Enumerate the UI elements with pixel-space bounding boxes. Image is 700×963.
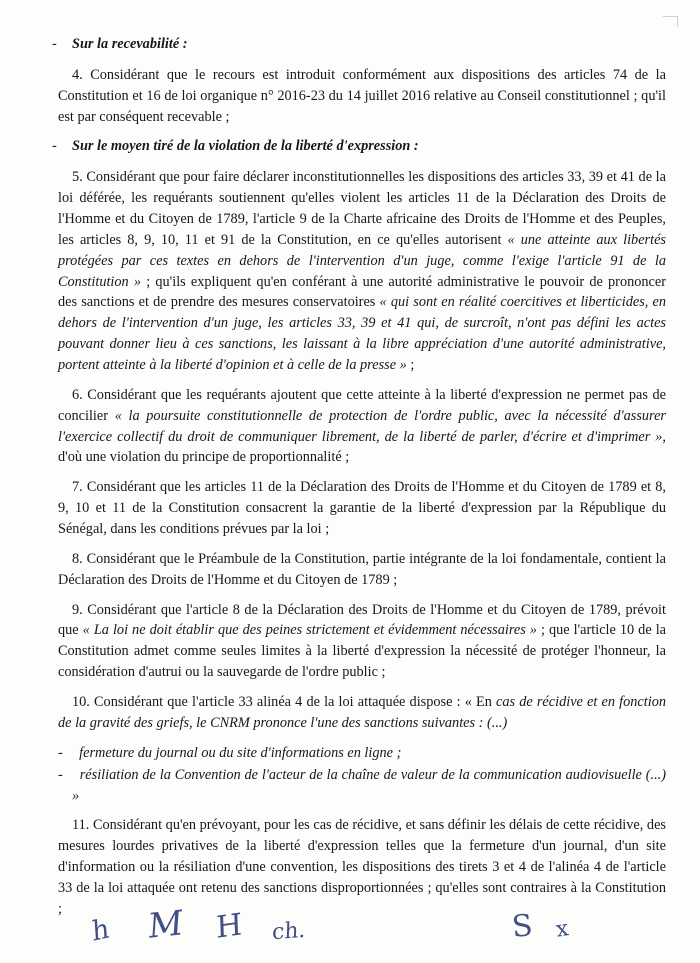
signature-area bbox=[0, 902, 700, 963]
signature-mark-6: x bbox=[554, 916, 571, 943]
tiret-item-1 bbox=[58, 743, 666, 764]
heading-text: Sur la recevabilité : bbox=[72, 36, 188, 52]
paragraph-7-run-0: 7. Considérant que les articles 11 de la Déclaration des Droits de l'Homme et du Citoyen de 1789 et 8, 9, 10 et 11 de la Constitution consacrent la garantie de la liberté d'expression par la République du Sénégal, dans les conditions prévues par la loi ; bbox=[58, 479, 666, 538]
paragraph-5-quote-1: « une atteinte aux libertés protégées par ces textes en dehors de l'intervention d'un juge, comme l'exige l'article 91 de la Constitution » bbox=[58, 231, 666, 290]
page-corner-mark bbox=[663, 16, 678, 27]
paragraph-8 bbox=[58, 549, 666, 591]
tirets-list bbox=[58, 743, 666, 807]
paragraph-5 bbox=[58, 167, 666, 376]
paragraph-6-run-2: , d'où une violation du principe de proportionnalité ; bbox=[58, 428, 666, 466]
paragraph-6-quote-1: « la poursuite constitutionnelle de protection de l'ordre public, avec la nécessité d'assurer l'exercice collectif du droit de communiquer librement, de la liberté de parler, d'écrire et d'imprimer » bbox=[58, 407, 666, 445]
paragraph-11-run-0: 11. Considérant qu'en prévoyant, pour les cas de récidive, et sans définir les délais de cette récidive, des mesures lourdes privatives de la liberté d'expression telles que la fermeture d'un journal, d'un site d'information ou la résiliation d'une convention, les dispositions des tirets 3 et 4 de l'alinéa 4 de l'article 33 de la loi attaquée ont retenu des sanctions disproportionnées ; qu'elles sont contraires à la Constitution ; bbox=[58, 817, 666, 917]
paragraph-9-quote-1: « La loi ne doit établir que des peines strictement et évidemment nécessaires » bbox=[82, 622, 537, 639]
heading-recevabilite bbox=[52, 34, 666, 55]
paragraph-11 bbox=[58, 815, 666, 919]
paragraph-10-quote-1: cas de récidive et en fonction de la gravité des griefs, le CNRM prononce l'une des sanctions suivantes : (...) bbox=[58, 694, 666, 731]
heading-dash: - bbox=[52, 36, 57, 52]
paragraph-7 bbox=[58, 477, 666, 540]
paragraph-10-run-0: 10. Considérant que l'article 33 alinéa 4 de la loi attaquée dispose : « En bbox=[72, 694, 497, 711]
signature-mark-3: H bbox=[215, 907, 243, 946]
paragraph-9-run-2: ; que l'article 10 de la Constitution admet comme seules limites à la liberté d'expression la nécessité de protéger l'honneur, la considération d'autrui ou la sauvegarde de l'ordre public ; bbox=[58, 622, 667, 681]
document-body bbox=[52, 28, 667, 929]
paragraph-4-run-0: 4. Considérant que le recours est introduit conformément aux dispositions des articles 74 de la Constitution et 16 de loi organique n° 2016-23 du 14 juillet 2016 relative au Conseil constitutionnel ; qu'il est par conséquent recevable ; bbox=[58, 66, 666, 125]
signature-mark-2: M bbox=[146, 902, 185, 948]
heading-moyen-liberte-expression bbox=[52, 136, 666, 157]
paragraph-4 bbox=[58, 65, 666, 128]
paragraph-6-run-0: 6. Considérant que les requérants ajoutent que cette atteinte à la liberté d'expression ne permet pas de concilier bbox=[58, 386, 666, 424]
paragraph-5-run-4: ; bbox=[406, 357, 415, 374]
signature-mark-5: S bbox=[510, 908, 535, 945]
paragraph-5-quote-3: « qui sont en réalité coercitives et liberticides, en dehors de l'intervention d'un juge, les articles 33, 39 et 41 qui, de surcroît, n'ont pas défini les actes pouvant donner lieu à ces sanctions, les laissant à la libre appréciation d'une autorité administrative, portent atteinte à la liberté d'opinion et à celle de la presse » bbox=[58, 294, 666, 374]
paragraph-5-run-0: 5. Considérant que pour faire déclarer inconstitutionnelles les dispositions des articles 33, 39 et 41 de la loi déférée, les requérants soutiennent qu'elles violent les articles 11 de la Déclaration des Droits de l'Homme et du Citoyen de 1789, l'article 9 de la Charte africaine des Droits de l'Homme et des Peuples, les articles 8, 9, 10, 11 et 91 de la Constitution, en ce qu'elles autorisent bbox=[58, 169, 666, 248]
paragraph-8-run-0: 8. Considérant que le Préambule de la Constitution, partie intégrante de la loi fondamentale, contient la Déclaration des Droits de l'Homme et du Citoyen de 1789 ; bbox=[58, 550, 666, 588]
heading-dash: - bbox=[52, 138, 57, 155]
paragraph-5-run-2: ; qu'ils expliquent qu'en conférant à une autorité administrative le pouvoir de prononcer des sanctions et de prendre des mesures conservatoires bbox=[58, 273, 666, 311]
paragraph-10 bbox=[58, 692, 666, 734]
signature-mark-1: h bbox=[91, 913, 111, 948]
tiret-item-2 bbox=[58, 765, 666, 807]
tiret-dash: - bbox=[58, 766, 63, 783]
tiret-text: fermeture du journal ou du site d'informations en ligne ; bbox=[79, 744, 402, 761]
heading-text: Sur le moyen tiré de la violation de la liberté d'expression : bbox=[72, 138, 419, 155]
paragraph-9 bbox=[58, 600, 666, 683]
tiret-dash: - bbox=[58, 744, 63, 761]
tiret-text: résiliation de la Convention de l'acteur de la chaîne de valeur de la communication audiovisuelle (...) » bbox=[72, 766, 666, 804]
paragraph-6 bbox=[58, 385, 666, 468]
paragraph-9-run-0: 9. Considérant que l'article 8 de la Déclaration des Droits de l'Homme et du Citoyen de 1789, prévoit que bbox=[58, 601, 666, 639]
signature-mark-4: ch. bbox=[271, 917, 306, 946]
